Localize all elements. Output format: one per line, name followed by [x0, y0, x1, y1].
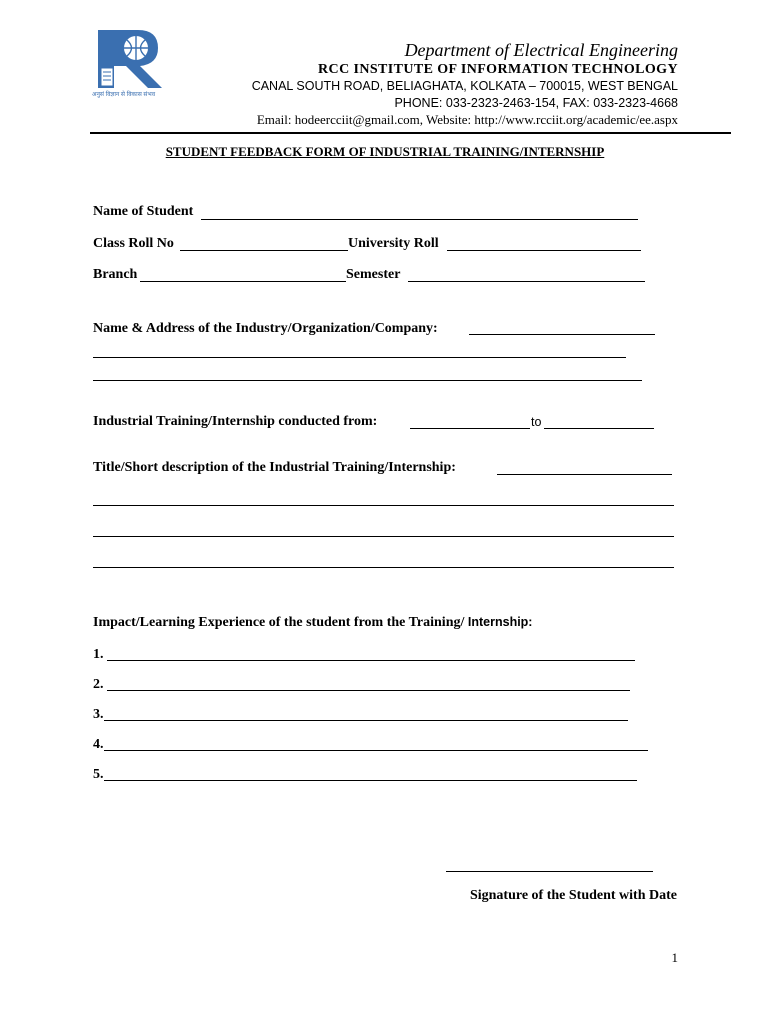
- branch-field[interactable]: [140, 281, 346, 282]
- form-title: STUDENT FEEDBACK FORM OF INDUSTRIAL TRAINING/INTERNSHIP: [165, 144, 605, 159]
- impact-item-4-field[interactable]: [104, 750, 648, 751]
- class-roll-label: Class Roll No: [93, 236, 174, 251]
- signature-label: Signature of the Student with Date: [469, 888, 677, 903]
- university-roll-field[interactable]: [447, 250, 641, 251]
- institute-logo: [92, 28, 166, 100]
- institute-address: CANAL SOUTH ROAD, BELIAGHATA, KOLKATA – 700015, WEST BENGAL: [251, 79, 678, 93]
- industry-field-line-3[interactable]: [93, 380, 642, 381]
- impact-item-number: 2.: [93, 677, 104, 692]
- conducted-to-label: to: [531, 415, 542, 429]
- title-description-line-3[interactable]: [93, 536, 674, 537]
- industry-field-line-1[interactable]: [469, 334, 655, 335]
- conducted-from-field[interactable]: [410, 428, 530, 429]
- impact-label-main: Impact/Learning Experience of the student from the Training/: [93, 615, 465, 630]
- title-description-line-1[interactable]: [497, 474, 672, 475]
- class-roll-field[interactable]: [180, 250, 348, 251]
- department-name: Department of Electrical Engineering: [404, 40, 678, 60]
- name-of-student-label: Name of Student: [93, 204, 194, 219]
- conducted-from-label: Industrial Training/Internship conducted from:: [93, 414, 378, 429]
- title-description-line-2[interactable]: [93, 505, 674, 506]
- title-description-label: Title/Short description of the Industrial Training/Internship:: [93, 460, 456, 475]
- branch-label: Branch: [93, 267, 138, 282]
- industry-field-line-2[interactable]: [93, 357, 626, 358]
- institute-phone: PHONE: 033-2323-2463-154, FAX: 033-2323-4668: [394, 96, 678, 110]
- university-roll-label: University Roll: [348, 236, 439, 251]
- semester-label: Semester: [346, 267, 401, 282]
- impact-item-number: 4.: [93, 737, 104, 752]
- institute-name: RCC INSTITUTE OF INFORMATION TECHNOLOGY: [318, 62, 678, 77]
- institute-contact: Email: hodeercciit@gmail.com, Website: http://www.rcciit.org/academic/ee.aspx: [256, 112, 678, 127]
- impact-item-number: 3.: [93, 707, 104, 722]
- signature-field[interactable]: [446, 871, 653, 872]
- header-divider: [90, 132, 731, 134]
- impact-item-number: 5.: [93, 767, 104, 782]
- impact-item-2-field[interactable]: [107, 690, 630, 691]
- impact-item-5-field[interactable]: [104, 780, 637, 781]
- conducted-to-field[interactable]: [544, 428, 654, 429]
- impact-label: [93, 615, 532, 631]
- impact-item-number: 1.: [93, 647, 104, 662]
- impact-item-3-field[interactable]: [104, 720, 628, 721]
- semester-field[interactable]: [408, 281, 645, 282]
- title-description-line-4[interactable]: [93, 567, 674, 568]
- name-of-student-field[interactable]: [201, 219, 638, 220]
- industry-label: Name & Address of the Industry/Organization/Company:: [93, 321, 438, 336]
- logo-tagline: अनुसं विज्ञान से विकास संभव: [92, 92, 156, 98]
- impact-label-tail: Internship:: [467, 615, 533, 629]
- page-number: 1: [671, 950, 678, 965]
- impact-item-1-field[interactable]: [107, 660, 635, 661]
